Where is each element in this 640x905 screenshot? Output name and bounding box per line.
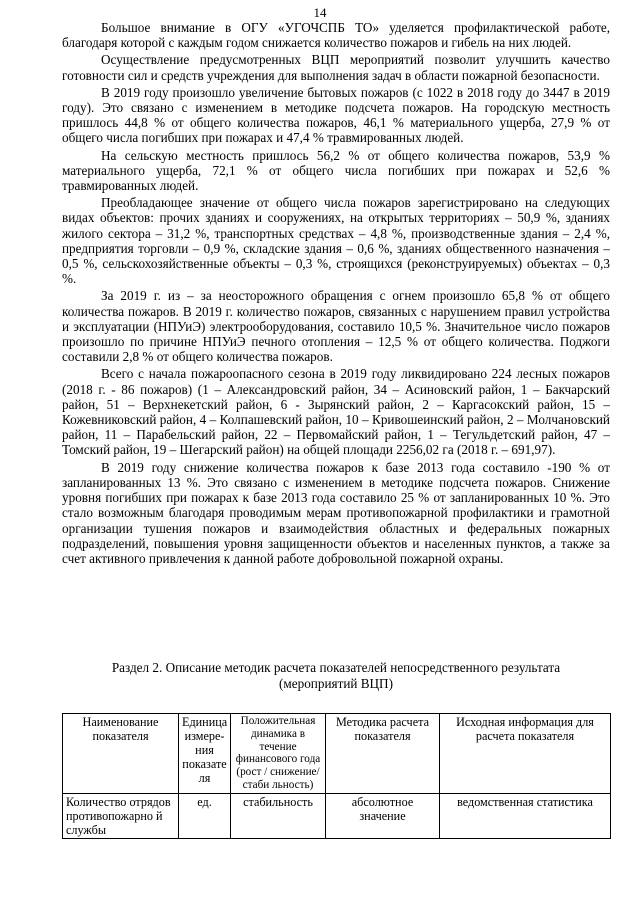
paragraph: За 2019 г. из – за неосторожного обращения с огнем произошло 65,8 % от общего количества пожаров. В 2019 г. количество пожаров, связанных с нарушением правил устройства и эксплуатации (НПУиЭ) электрооборудования, составило 10,5 %. Значительное число пожаров произошло по причине НПУиЭ печного отопления – 12,5 % от общего количества. Поджоги составили 2,8 % от общего количества пожаров. [62, 288, 610, 365]
cell-unit: ед. [179, 793, 231, 838]
cell-dynamics: стабильность [231, 793, 326, 838]
section-heading-line-2: (мероприятий ВЦП) [279, 675, 393, 691]
cell-source-info: ведомственная статистика [440, 793, 611, 838]
header-indicator-name: Наименование показателя [63, 714, 179, 794]
header-method: Методика расчета показателя [326, 714, 440, 794]
document-body [62, 20, 610, 568]
paragraph: На сельскую местность пришлось 56,2 % от общего количества пожаров, 53,9 % материального ущерба, 72,1 % от общего числа погибших при пожарах и 52,6 % травмированных людей. [62, 147, 610, 194]
paragraph: Всего с начала пожароопасного сезона в 2019 году ликвидировано 224 лесных пожаров (2018 г. - 86 пожаров) (1 – Александровский район, 34 – Асиновский район, 1 – Бакчарский район, 51 – Верхнекетский район, 6 - Зырянский район, 2 – Каргасокский район, 15 – Кожевниковский район, 4 – Колпашевский район, 10 – Кривошеинский район, 2 – Молчановский район, 11 – Парабельский район, 22 – Первомайский район, 1 – Тегульдетский район, 47 – Томский район, 19 – Шегарский район) на общей площади 2256,02 га (2018 г. – 691,97). [62, 366, 610, 458]
table-row [63, 793, 611, 838]
header-dynamics: Положительная динамика в течение финансового года (рост / снижение/стаби льность) [231, 714, 326, 794]
paragraph: Осуществление предусмотренных ВЦП мероприятий позволит улучшить качество готовности сил и средств учреждения для выполнения задач в области пожарной безопасности. [62, 52, 610, 83]
indicators-table [62, 713, 611, 839]
section-heading [62, 660, 610, 691]
paragraph: Преобладающее значение от общего числа пожаров зарегистрировано на следующих видах объектов: прочих зданиях и сооружениях, на открытых территориях – 50,9 %, зданиях жилого сектора – 31,2 %, транспортных средствах – 4,8 %, производственные здания – 2,4 %, предприятия торговли – 0,9 %, складские здания – 0,6 %, зданиях общественного назначения – 0,5 %, сельскохозяйственные объекты – 0,3 %, строящихся (реконструируемых) объектах – 0,3 %. [62, 195, 610, 287]
section-heading-line-1: Раздел 2. Описание методик расчета показателей непосредственного результата [111, 660, 561, 675]
cell-indicator-name: Количество отрядов противопожарно й службы [63, 793, 179, 838]
cell-method: абсолютное значение [326, 793, 440, 838]
table-header-row [63, 714, 611, 794]
header-source-info: Исходная информация для расчета показателя [440, 714, 611, 794]
page-number: 14 [313, 5, 327, 20]
header-unit: Единица измере-ния показате ля [179, 714, 231, 794]
paragraph: Большое внимание в ОГУ «УГОЧСПБ ТО» уделяется профилактической работе, благодаря которой с каждым годом снижается количество пожаров и гибель на них людей. [62, 20, 610, 51]
paragraph: В 2019 году произошло увеличение бытовых пожаров (с 1022 в 2018 году до 3447 в 2019 году). Это связано с изменением в методике подсчета пожаров. На городскую местность пришлось 44,8 % от общего количества пожаров, 46,1 % материального ущерба, 27,9 % от общего числа погибших при пожарах и 47,4 % травмированных людей. [62, 84, 610, 146]
paragraph: В 2019 году снижение количества пожаров к базе 2013 года составило -190 % от запланированных 13 %. Это связано с изменением в методике подсчета пожаров. Снижение уровня погибших при пожарах к базе 2013 года составило 25 % от запланированных 10 %. Это стало возможным благодаря проводимым мерам противопожарной профилактики и грамотной организации тушения пожаров и взаимодействия областных и федеральных пожарных подразделений, повышения уровня защищенности объектов и населенных пунктов, а также за счет активного привлечения к данной работе добровольной пожарной охраны. [62, 459, 610, 566]
